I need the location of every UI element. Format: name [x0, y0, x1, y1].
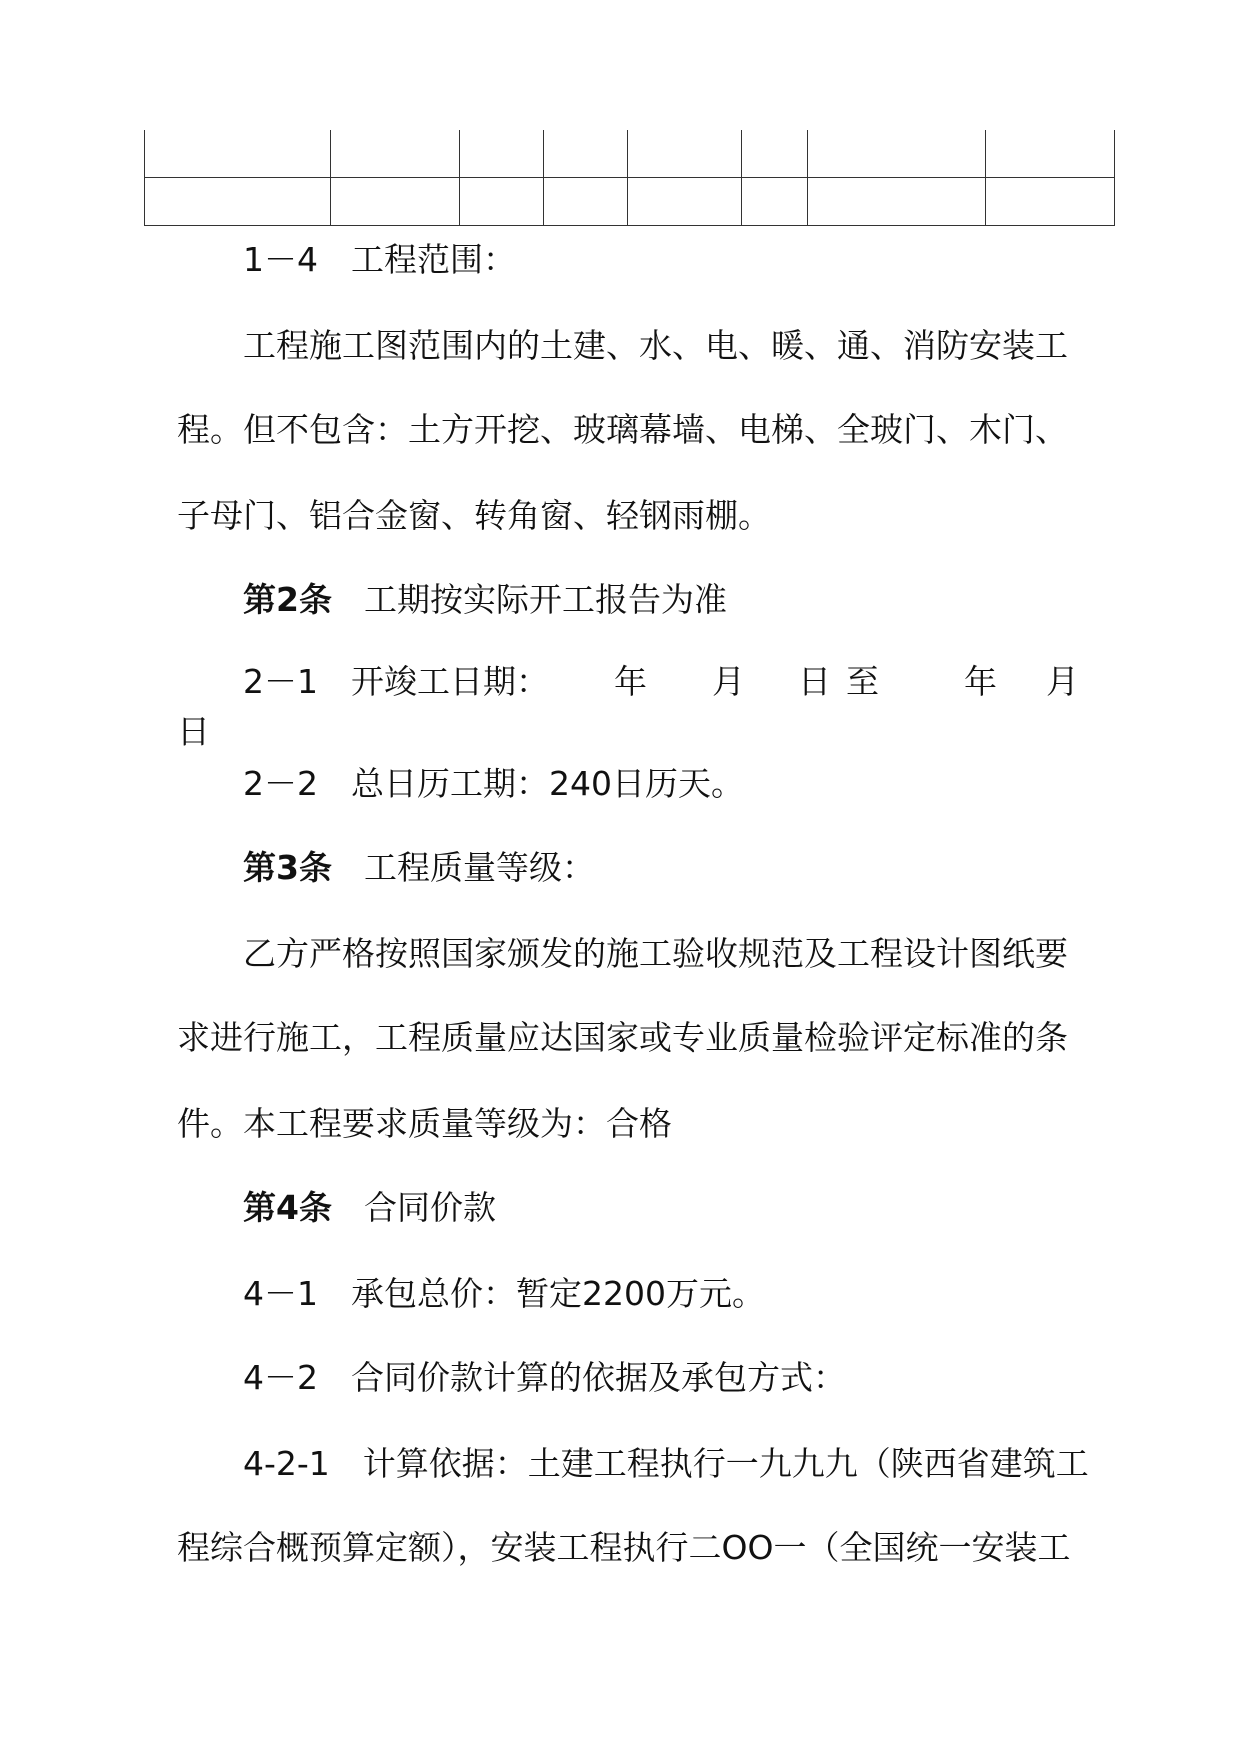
table-cell: [628, 130, 742, 178]
table-cell: [460, 130, 544, 178]
date-month-2: 月: [1046, 662, 1079, 701]
article-2-heading: 第2条: [243, 580, 332, 619]
date-day-1: 日: [798, 662, 831, 701]
table-row: [145, 178, 1115, 226]
table-cell: [145, 130, 331, 178]
quality-line-2: 求进行施工，工程质量应达国家或专业质量检验评定标准的条: [177, 1018, 1068, 1057]
table-cell: [544, 130, 628, 178]
article-2-text: 工期按实际开工报告为准: [363, 580, 727, 619]
table-cell: [808, 178, 986, 226]
table-fragment: [144, 130, 1115, 226]
table-cell: [331, 178, 460, 226]
table-cell: [145, 178, 331, 226]
clause-4-2-1: 4-2-1 计算依据：土建工程执行一九九九（陕西省建筑工: [243, 1444, 1089, 1483]
quality-line-3: 件。本工程要求质量等级为：合格: [177, 1104, 672, 1143]
article-3-text: 工程质量等级：: [363, 848, 595, 887]
article-3-heading: 第3条: [243, 848, 332, 887]
date-to: 至: [846, 662, 879, 701]
date-day-2: 日: [177, 712, 210, 751]
table-row: [145, 130, 1115, 178]
clause-1-4: 1－4 工程范围：: [243, 240, 516, 279]
article-3: [243, 848, 595, 888]
table-cell: [742, 130, 808, 178]
table-cell: [808, 130, 986, 178]
scope-line-1: 工程施工图范围内的土建、水、电、暖、通、消防安装工: [243, 326, 1068, 365]
table-cell: [986, 178, 1115, 226]
clause-4-2-1-cont: 程综合概预算定额），安装工程执行二OO一（全国统一安装工: [177, 1528, 1071, 1567]
clause-4-2: 4－2 合同价款计算的依据及承包方式：: [243, 1358, 846, 1397]
article-4: [243, 1188, 496, 1228]
clause-4-1: 4－1 承包总价：暂定2200万元。: [243, 1274, 765, 1313]
article-4-text: 合同价款: [363, 1188, 496, 1227]
scope-line-2: 程。但不包含：土方开挖、玻璃幕墙、电梯、全玻门、木门、: [177, 410, 1068, 449]
table-cell: [628, 178, 742, 226]
table-cell: [460, 178, 544, 226]
table-cell: [742, 178, 808, 226]
article-4-heading: 第4条: [243, 1188, 332, 1227]
clause-2-2: 2－2 总日历工期：240日历天。: [243, 764, 744, 803]
date-year-2: 年: [964, 662, 997, 701]
clause-2-1: 2－1 开竣工日期：: [243, 662, 549, 701]
table-cell: [544, 178, 628, 226]
date-month-1: 月: [712, 662, 745, 701]
table-cell: [331, 130, 460, 178]
article-2: [243, 580, 727, 620]
scope-line-3: 子母门、铝合金窗、转角窗、轻钢雨棚。: [177, 496, 771, 535]
quality-line-1: 乙方严格按照国家颁发的施工验收规范及工程设计图纸要: [243, 934, 1068, 973]
date-year-1: 年: [614, 662, 647, 701]
table-cell: [986, 130, 1115, 178]
